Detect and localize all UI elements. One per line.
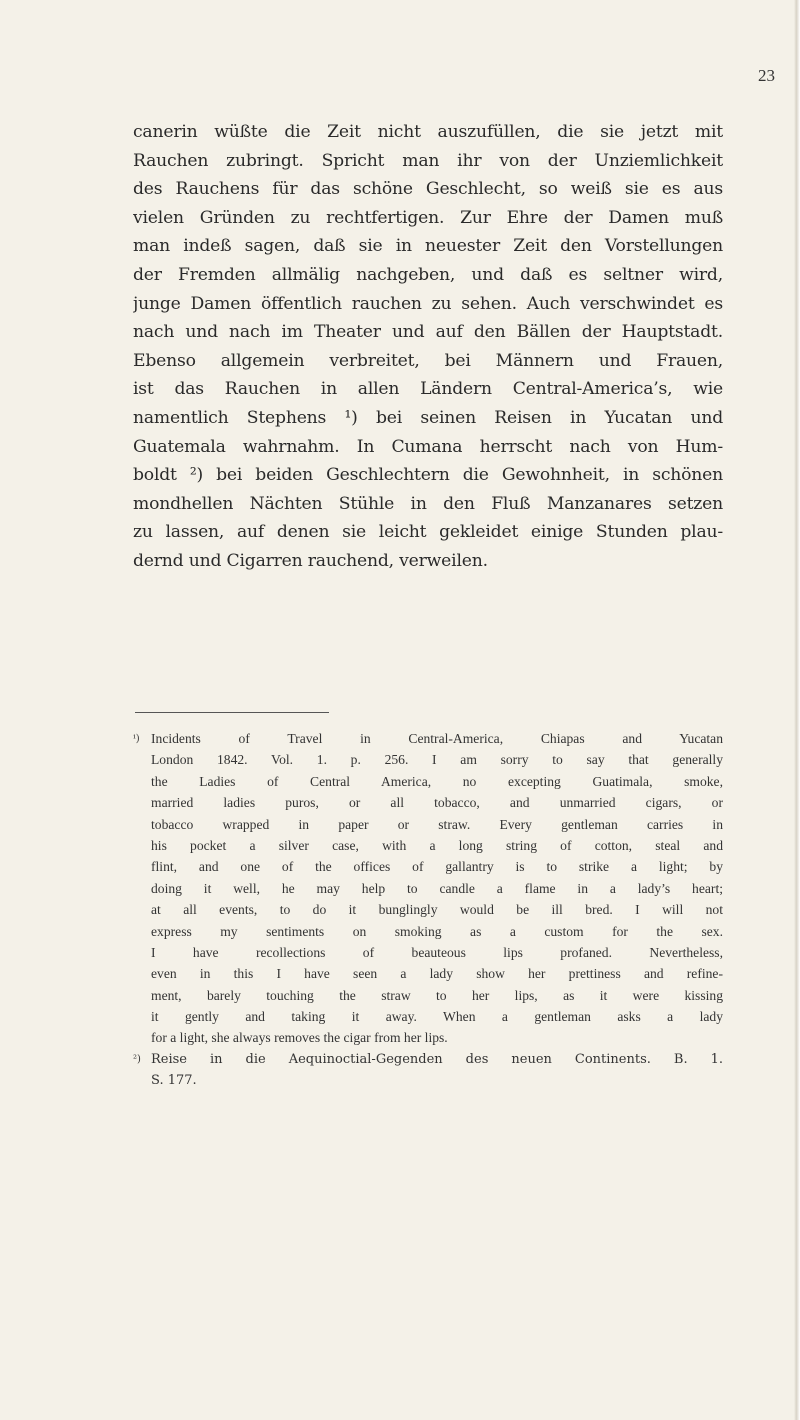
- footnote-line: London 1842. Vol. 1. p. 256. I am sorry to say that generally: [151, 752, 723, 768]
- footnote-line: even in this I have seen a lady show her prettiness and refine-: [151, 966, 723, 982]
- body-line: dernd und Cigarren rauchend, verweilen.: [133, 550, 488, 571]
- page-number: 23: [758, 66, 775, 85]
- footnote-line: S. 177.: [151, 1073, 197, 1089]
- body-line: des Rauchens für das schöne Geschlecht, so weiß sie es aus: [133, 179, 723, 200]
- footnote-line: tobacco wrapped in paper or straw. Every gentleman carries in: [151, 816, 723, 832]
- body-line: namentlich Stephens ¹) bei seinen Reisen in Yucatan und: [133, 407, 723, 428]
- footnote-line: [133, 728, 723, 749]
- footnote-line: it gently and taking it away. When a gentleman asks a lady: [151, 1009, 723, 1025]
- footnote-text: Incidents of Travel in Central-America, Chiapas and Yucatan: [151, 731, 723, 746]
- page-edge: [794, 0, 800, 1420]
- footnote-line: his pocket a silver case, with a long string of cotton, steal and: [151, 837, 723, 853]
- footnote-separator: [135, 712, 329, 713]
- body-line: canerin wüßte die Zeit nicht auszufüllen, die sie jetzt mit: [133, 122, 723, 142]
- body-text: [133, 118, 723, 576]
- body-line: Rauchen zubringt. Spricht man ihr von der Unziemlichkeit: [133, 150, 723, 171]
- body-line: boldt ²) bei beiden Geschlechtern die Gewohnheit, in schönen: [133, 465, 723, 486]
- body-line: junge Damen öffentlich rauchen zu sehen. Auch verschwindet es: [133, 293, 723, 314]
- body-line: mondhellen Nächten Stühle in den Fluß Manzanares setzen: [133, 493, 723, 514]
- footnote-2: [133, 1049, 723, 1092]
- footnote-text: Reise in die Aequinoctial-Gegenden des neuen Continents. B. 1.: [151, 1051, 723, 1067]
- footnote-line: ment, barely touching the straw to her lips, as it were kissing: [151, 987, 723, 1003]
- footnote-line: doing it well, he may help to candle a flame in a lady’s heart;: [151, 880, 723, 896]
- body-line: ist das Rauchen in allen Ländern Central-America’s, wie: [133, 379, 723, 400]
- footnote-line: for a light, she always removes the cigar from her lips.: [151, 1030, 448, 1046]
- body-line: man indeß sagen, daß sie in neuester Zeit den Vorstellungen: [133, 236, 723, 257]
- footnote-marker: ¹): [133, 733, 140, 744]
- footnote-1: [133, 728, 723, 1049]
- footnote-line: at all events, to do it bunglingly would be ill bred. I will not: [151, 902, 723, 918]
- body-line: zu lassen, auf denen sie leicht gekleidet einige Stunden plau-: [133, 522, 723, 543]
- footnote-line: flint, and one of the offices of gallantry is to strike a light; by: [151, 859, 723, 875]
- body-line: nach und nach im Theater und auf den Bällen der Hauptstadt.: [133, 322, 723, 343]
- footnote-line: [133, 1049, 723, 1070]
- footnotes: [133, 728, 723, 1092]
- footnote-line: married ladies puros, or all tobacco, and unmarried cigars, or: [151, 795, 723, 811]
- footnote-marker: ²): [133, 1053, 141, 1065]
- body-line: Ebenso allgemein verbreitet, bei Männern und Frauen,: [133, 350, 723, 371]
- footnote-line: I have recollections of beauteous lips profaned. Nevertheless,: [151, 944, 723, 960]
- footnote-line: express my sentiments on smoking as a custom for the sex.: [151, 923, 723, 939]
- footnote-line: the Ladies of Central America, no excepting Guatimala, smoke,: [151, 773, 723, 789]
- body-line: der Fremden allmälig nachgeben, und daß es seltner wird,: [133, 264, 723, 285]
- body-line: vielen Gründen zu rechtfertigen. Zur Ehre der Damen muß: [133, 207, 723, 228]
- body-line: Guatemala wahrnahm. In Cumana herrscht nach von Hum-: [133, 436, 723, 457]
